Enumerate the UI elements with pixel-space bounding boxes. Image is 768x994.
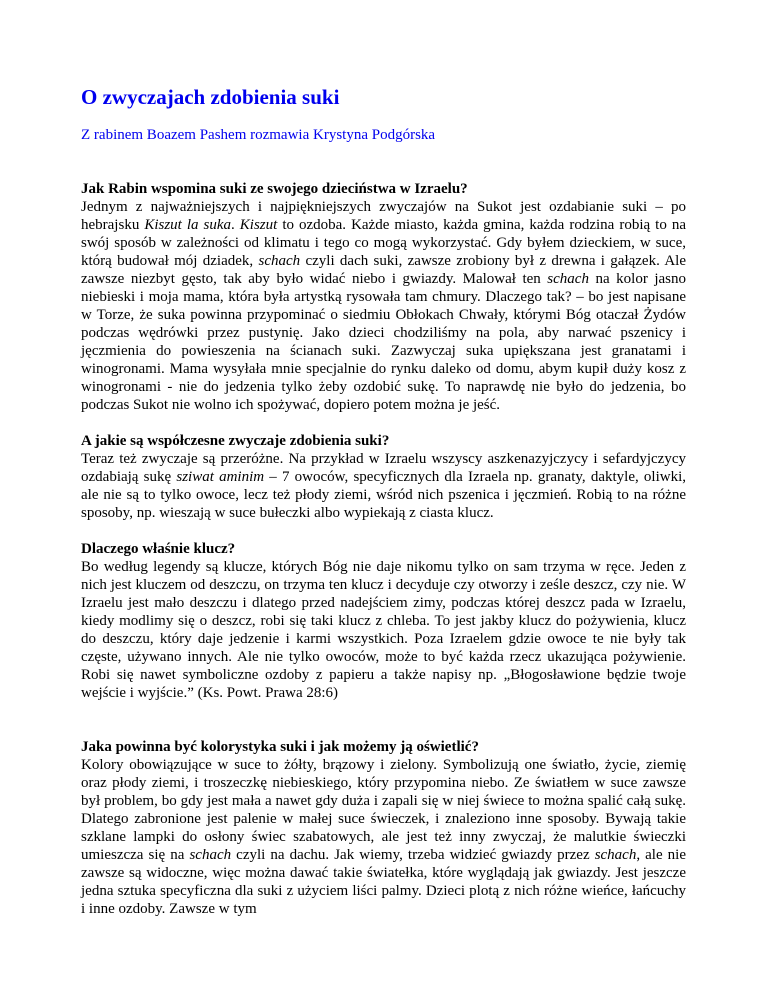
question-heading: Dlaczego właśnie klucz? (81, 541, 236, 557)
question-heading: Jak Rabin wspomina suki ze swojego dzieciństwa w Izraelu? (81, 181, 468, 197)
answer-paragraph: Bo według legendy są klucze, których Bóg nie daje nikomu tylko on sam trzyma w ręce. Jeden z nich jest kluczem od deszczu, on trzyma ten klucz i decyduje czy otworzy i ześle deszcz, czy nie. W Izraelu jest mało deszczu i dlatego przed nadejściem zimy, podczas której deszcz pada w Izraelu, kiedy modlimy się o deszcz, robi się taki klucz z chleba. To jest jakby klucz do pożywienia, klucz do deszczu, który daje jedzenie i karmi wszystkich. Poza Izraelem gdzie owoce te nie były tak częste, używano innych. Ale nie tylko owoców, może to być każda rzecz ukazująca pożywienie. Robi się nawet symboliczne ozdoby z papieru a także napisy np. „Błogosławione będzie twoje wejście i wyjście.” (Ks. Powt. Prawa 28:6) (81, 559, 686, 701)
page-title: O zwyczajach zdobienia suki (81, 85, 340, 109)
section-modern-customs (81, 432, 686, 522)
question-heading: A jakie są współczesne zwyczaje zdobienia suki? (81, 433, 390, 449)
section-colors-light (81, 738, 686, 918)
question-heading: Jaka powinna być kolorystyka suki i jak możemy ją oświetlić? (81, 739, 479, 755)
section-childhood (81, 180, 686, 414)
answer-paragraph: Jednym z najważniejszych i najpiękniejszych zwyczajów na Sukot jest ozdabianie suki – po hebrajsku Kiszut la suka. Kiszut to ozdoba. Każde miasto, każda gmina, każda rodzina robią to na swój sposób w zależności od klimatu i tego co mogą wykorzystać. Gdy byłem dzieckiem, w suce, którą budował mój dziadek, schach czyli dach suki, zawsze zrobiony był z drewna i gałązek. Ale zawsze niezbyt gęsto, tak aby było widać niebo i gwiazdy. Malował ten schach na kolor jasno niebieski i moja mama, która była artystką rysowała tam chmury. Dlaczego tak? – bo jest napisane w Torze, że suka powinna przypominać o siedmiu Obłokach Chwały, którymi Bóg otaczał Żydów podczas wędrówki przez pustynię. Jako dzieci chodziliśmy na pola, aby narwać pszenicy i jęczmienia do powieszenia na ścianach suki. Zazwyczaj suka upiększana jest granatami i winogronami. Mama wysyłała mnie specjalnie do rynku daleko od domu, abym kupił duży kosz z winogronami - nie do jedzenia tylko żeby ozdobić sukę. To naprawdę nie było do jedzenia, bo podczas Sukot nie wolno ich spożywać, dopiero potem można je jeść. (81, 199, 686, 413)
interview-byline: Z rabinem Boazem Pashem rozmawia Krystyna Podgórska (81, 127, 436, 143)
answer-paragraph: Teraz też zwyczaje są przeróżne. Na przykład w Izraelu wszyscy aszkenazyjczycy i sefardyjczycy ozdabiają sukę sziwat aminim – 7 owoców, specyficznych dla Izraela np. granaty, daktyle, oliwki, ale nie są to tylko owoce, lecz też płody ziemi, wśród nich pszenica i jęczmień. Robią to na różne sposoby, np. wieszają w suce bułeczki albo wypiekają z ciasta klucz. (81, 451, 687, 521)
document-page (81, 84, 686, 918)
answer-paragraph: Kolory obowiązujące w suce to żółty, brązowy i zielony. Symbolizują one światło, życie, ziemię oraz płody ziemi, i troszeczkę niebieskiego, który przypomina niebo. Ze światłem w suce zawsze był problem, bo gdy jest mała a nawet gdy duża i zapali się w niej świece to można spalić całą sukę. Dlatego zabronione jest palenie w małej suce świeczek, i znaleziono inne sposoby. Bywają takie szklane lampki do osłony świec szabatowych, ale jest też inny zwyczaj, że malutkie świeczki umieszcza się na schach czyli na dachu. Jak wiemy, trzeba widzieć gwiazdy przez schach, ale nie zawsze są widoczne, więc można dawać takie światełka, które wyglądają jak gwiazdy. Jest jeszcze jedna sztuka specyficzna dla suki z użyciem liści palmy. Dzieci plotą z nich różne wieńce, łańcuchy i inne ozdoby. Zawsze w tym (81, 757, 687, 917)
section-key (81, 540, 686, 702)
